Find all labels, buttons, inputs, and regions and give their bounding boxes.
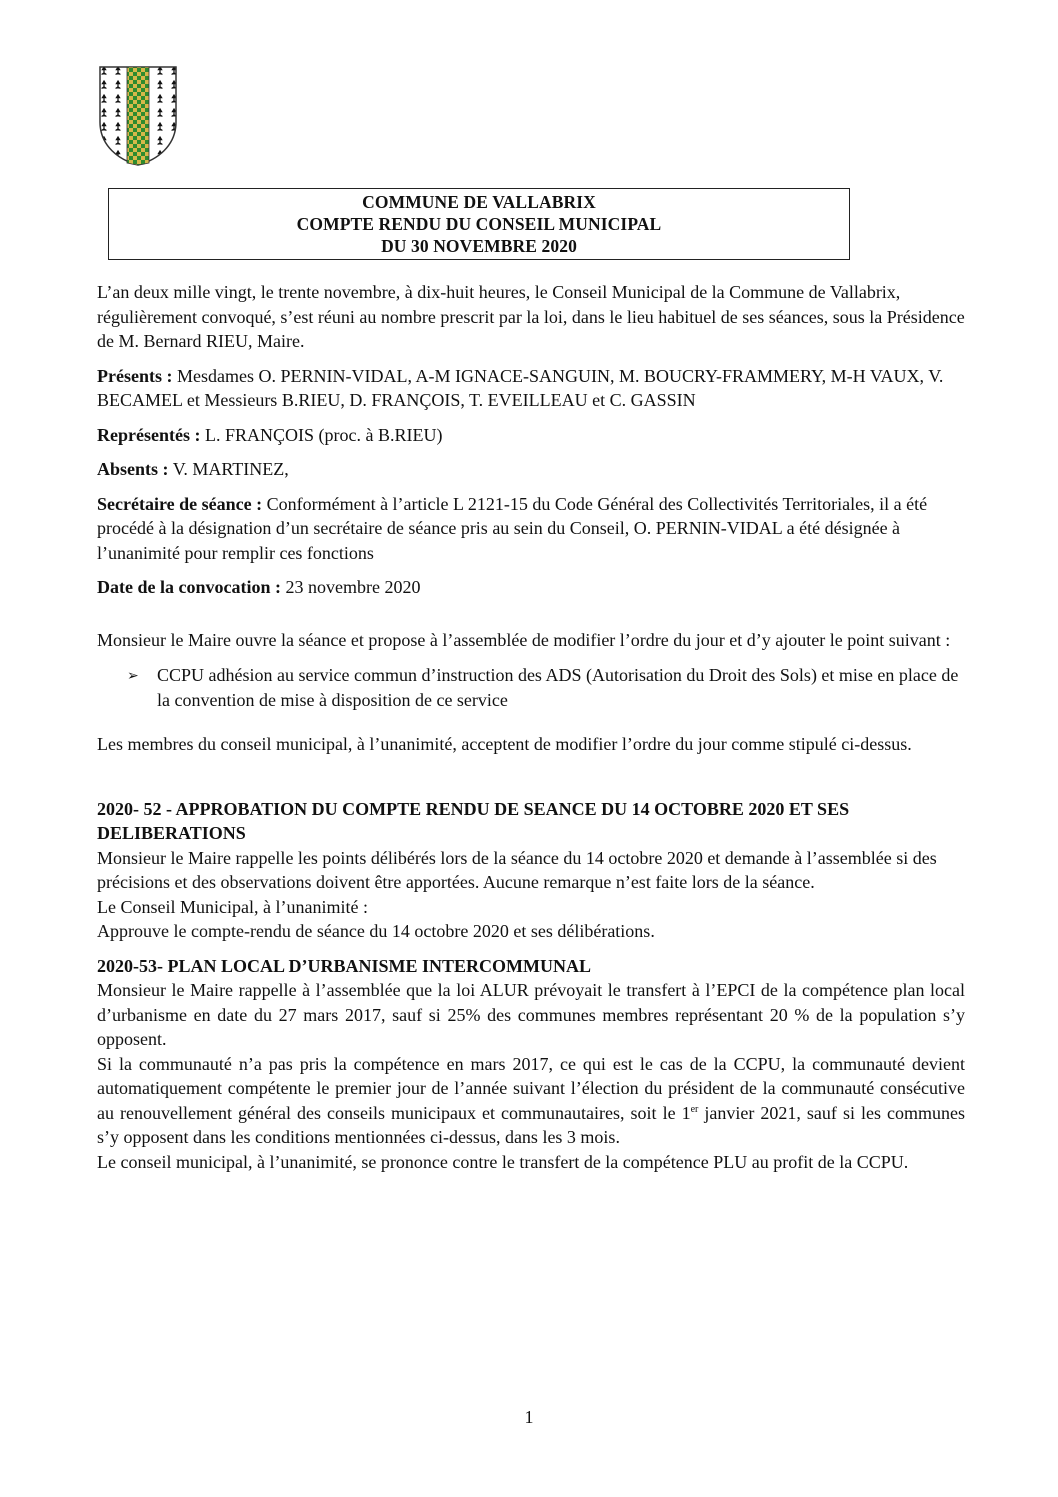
arrow-bullet-icon: ➢ (127, 669, 139, 684)
section-53-p2-part1: Si la communauté n’a pas pris la compétence en mars 2017, ce qui est le cas de la CCPU, la communauté devient automatiquement compétente le premier jour de l’année suivant l’élection du président de la communauté consécutive au renouvellement général des conseils municipaux et communautaires, soit le 1 (97, 1053, 965, 1123)
secretary-paragraph (97, 492, 965, 566)
page-number: 1 (524, 1407, 534, 1427)
presents-label: Présents : (97, 365, 173, 386)
absents-text: V. MARTINEZ, (168, 459, 289, 479)
secretary-text: Conformément à l’article L 2121-15 du Code Général des Collectivités Territoriales, il a été procédé à la désignation d’un secrétaire de séance pris au sein du Conseil, O. PERNIN-VIDAL a été désignée à l’unanimité pour remplir ces fonctions (97, 493, 928, 563)
coat-of-arms-logo (97, 64, 179, 168)
document-title-box (108, 188, 850, 260)
section-53-p3: Le conseil municipal, à l’unanimité, se prononce contre le transfert de la compétence PLU au profit de la CCPU. (97, 1151, 909, 1172)
section-53-p2-sup: er (690, 1103, 699, 1115)
section-52-p1: Monsieur le Maire rappelle les points délibérés lors de la séance du 14 octobre 2020 et demande à l’assemblée si des précisions et des observations doivent être apportées. Aucune remarque n’est faite lors de la séance. (97, 847, 937, 892)
agenda-bullet-item (127, 663, 965, 712)
section-53-p2 (97, 1052, 965, 1150)
intro-paragraph: L’an deux mille vingt, le trente novembre, à dix-huit heures, le Conseil Municipal de la Commune de Vallabrix, régulièrement convoqué, s’est réuni au nombre prescrit par la loi, dans le lieu habituel de ses séances, sous la Présidence de M. Bernard RIEU, Maire. (97, 282, 965, 351)
represented-text: L. FRANÇOIS (proc. à B.RIEU) (200, 424, 443, 445)
secretary-label: Secrétaire de séance : (97, 493, 263, 514)
document-body (97, 280, 965, 1174)
absents-label: Absents : (97, 459, 169, 479)
presents-paragraph (97, 364, 965, 413)
section-52-p3: Approuve le compte-rendu de séance du 14 octobre 2020 et ses délibérations. (97, 921, 655, 941)
title-date: DU 30 NOVEMBRE 2020 (381, 236, 577, 256)
convocation-label: Date de la convocation : (97, 577, 281, 597)
section-52-title: 2020- 52 - APPROBATION DU COMPTE RENDU DE SEANCE DU 14 OCTOBRE 2020 ET SES DELIBERATIONS (97, 798, 850, 843)
title-commune: COMMUNE DE VALLABRIX (362, 192, 596, 212)
represented-label: Représentés : (97, 424, 201, 445)
convocation-text: 23 novembre 2020 (280, 577, 421, 597)
represented-paragraph (97, 423, 965, 448)
title-report: COMPTE RENDU DU CONSEIL MUNICIPAL (296, 214, 662, 234)
agenda-bullet-text: CCPU adhésion au service commun d’instruction des ADS (Autorisation du Droit des Sols) et mise en place de la convention de mise à disposition de ce service (157, 665, 959, 710)
absents-paragraph (97, 457, 965, 482)
section-53 (97, 954, 965, 1175)
section-53-p2-part2: janvier 2021, sauf si les communes s’y opposent dans les conditions mentionnées ci-dessus, dans les 3 mois. (97, 1102, 965, 1147)
convocation-paragraph (97, 575, 965, 600)
section-53-p1: Monsieur le Maire rappelle à l’assemblée que la loi ALUR prévoyait le transfert à l’EPCI de la compétence plan local d’urbanisme en date du 27 mars 2017, sauf si 25% des communes membres représentant 20 % de la population s’y opposent. (97, 980, 965, 1049)
presents-text: Mesdames O. PERNIN-VIDAL, A-M IGNACE-SANGUIN, M. BOUCRY-FRAMMERY, M-H VAUX, V. BECAMEL et Messieurs B.RIEU, D. FRANÇOIS, T. EVEILLEAU et C. GASSIN (97, 365, 944, 410)
agenda-intro: Monsieur le Maire ouvre la séance et propose à l’assemblée de modifier l’ordre du jour et d’y ajouter le point suivant : (97, 629, 951, 650)
section-52-p2: Le Conseil Municipal, à l’unanimité : (97, 896, 368, 917)
agenda-outcome: Les membres du conseil municipal, à l’unanimité, acceptent de modifier l’ordre du jour comme stipulé ci-dessus. (97, 734, 912, 754)
section-53-title: 2020-53- PLAN LOCAL D’URBANISME INTERCOMMUNAL (97, 955, 592, 976)
section-52 (97, 797, 965, 944)
